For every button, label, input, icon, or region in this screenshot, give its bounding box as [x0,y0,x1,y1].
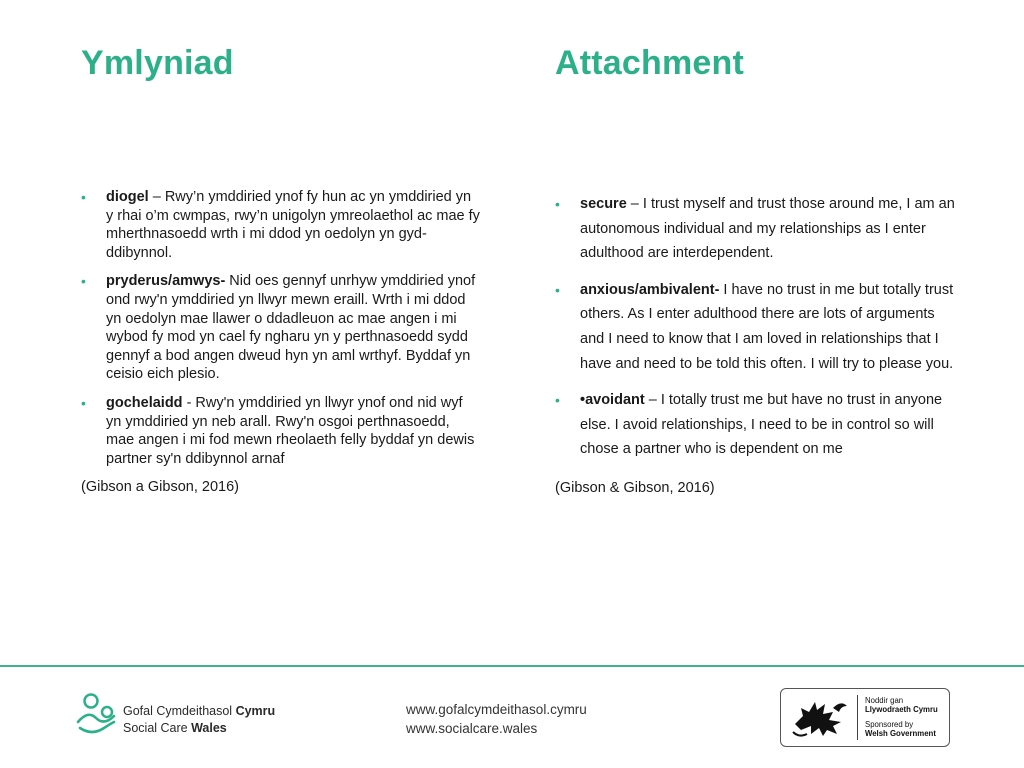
welsh-list [81,188,481,468]
welsh-text: – Rwy’n ymddiried ynof fy hun ac yn ymddiried yn y rhai o’m cwmpas, rwy’n unigolyn ymreolaethol ac mae fy mherthnasoedd wrth i mi ddod yn oedolyn yn gyd-ddibynnol. [106,189,480,261]
footer-divider [0,665,1024,667]
sponsor-welsh-label: Noddir gan [865,696,904,705]
english-term: •avoidant [580,392,645,409]
english-text: – I totally trust me but have no trust in anyone else. I avoid relationships, I need to be in control so will chose a partner who is dependent on me [580,392,943,458]
bullet-icon: • [555,392,560,409]
dragon-icon [789,694,851,740]
welsh-text: - Rwy'n ymddiried yn llwyr ynof ond nid wyf yn ymddiried yn neb arall. Rwy'n osgoi perthnasoedd, mae angen i mi fod mewn rheolaeth felly byddaf yn dewis partner sy'n ddibynnol arnaf [106,394,475,467]
url-english-link[interactable]: www.socialcare.wales [406,721,538,736]
welsh-title: Ymlyniad [81,44,234,82]
sponsor-english-label: Sponsored by [865,720,914,729]
english-item-secure [555,192,955,266]
sponsor-welsh-name: Llywodraeth Cymru [865,705,938,714]
sponsor-english-name: Welsh Government [865,729,936,738]
welsh-government-badge [780,688,950,747]
welsh-term: gochelaidd [106,394,183,411]
logo-line-english: Social Care Wales [123,721,227,735]
footer-urls [406,700,587,738]
welsh-item-secure [81,188,481,262]
logo-line-welsh: Gofal Cymdeithasol Cymru [123,704,276,718]
social-care-wales-logo-icon [74,692,120,738]
welsh-term: pryderus/amwys- [106,273,226,290]
welsh-column [81,188,481,497]
english-item-anxious [555,278,955,376]
bullet-icon: • [81,273,86,290]
english-term: anxious/ambivalent- [580,281,720,298]
social-care-wales-logo [74,692,304,742]
bullet-icon: • [81,189,86,205]
badge-divider [857,695,858,740]
bullet-icon: • [555,196,560,212]
bullet-icon: • [555,281,560,298]
english-term: secure [580,196,627,212]
bullet-icon: • [81,394,86,411]
english-item-avoidant [555,388,955,462]
welsh-text: Nid oes gennyf unrhyw ymddiried ynof ond rwy'n ymddiried yn llwyr mewn eraill. Wrth i mi ddod yn oedolyn mae llawer o ddadleuon ac mae angen i mi wybod fy mod yn cael fy ngharu yn y perthnasoedd sydd gennyf a bod angen dweud hyn yn aml wrthyf. Byddaf yn ceisio eich plesio. [106,273,476,383]
url-welsh-link[interactable]: www.gofalcymdeithasol.cymru [406,702,587,717]
english-text: I have no trust in me but totally trust others. As I enter adulthood there are lots of arguments and I need to know that I am loved in relationships that I have and need to be told this often. I will try to please you. [580,281,954,372]
english-title: Attachment [555,44,745,82]
welsh-term: diogel [106,189,149,205]
welsh-citation: (Gibson a Gibson, 2016) [81,479,239,496]
english-text: – I trust myself and trust those around me, I am an autonomous individual and my relationships as I enter adulthood are interdependent. [580,196,955,262]
welsh-item-avoidant [81,394,481,468]
english-column [555,192,955,501]
english-citation: (Gibson & Gibson, 2016) [555,479,715,496]
welsh-item-anxious [81,272,481,384]
english-list [555,192,955,462]
